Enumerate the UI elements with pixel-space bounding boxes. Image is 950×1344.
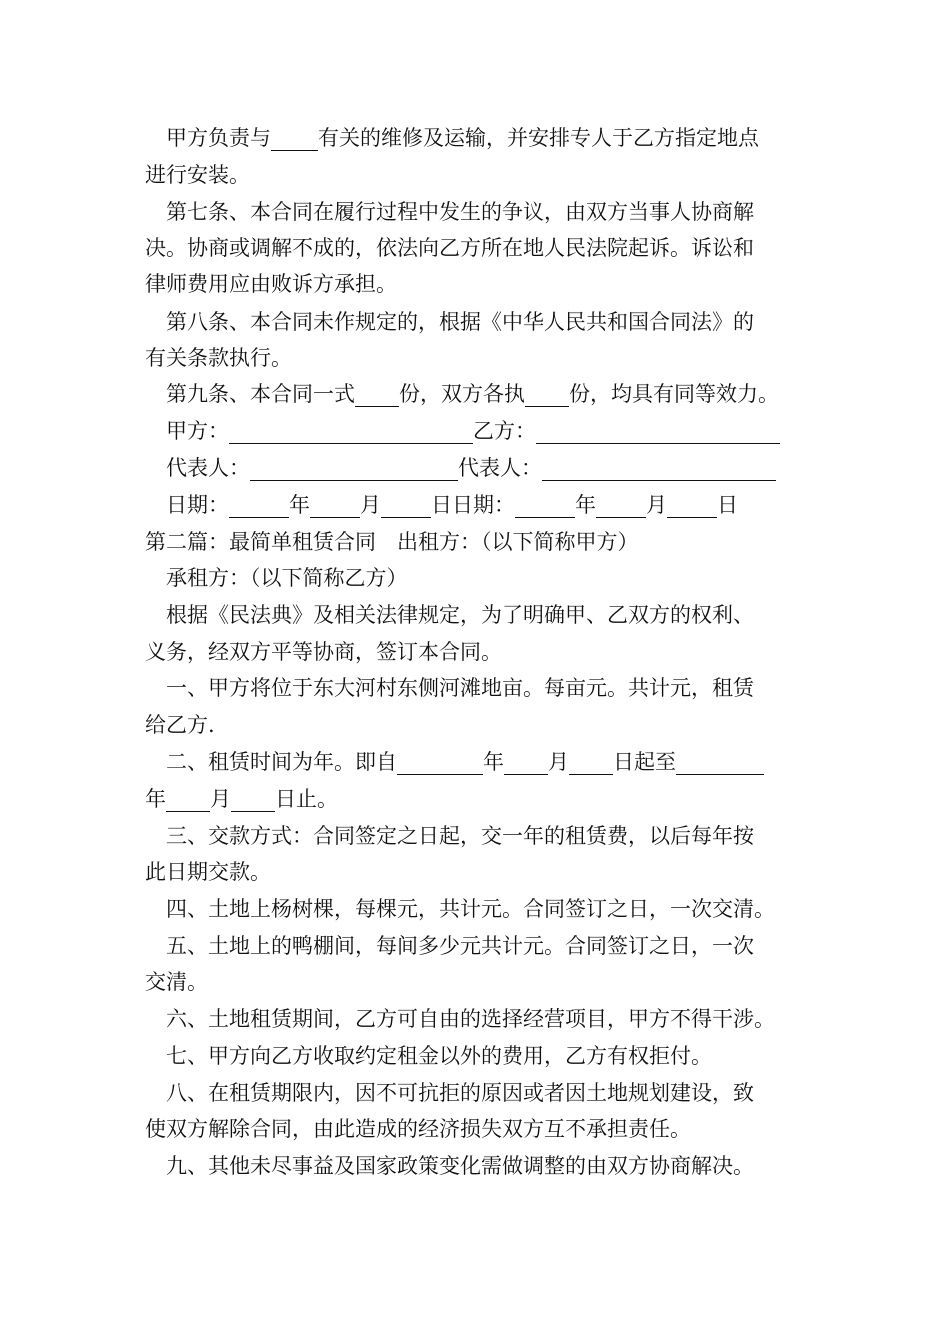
fill-in-blank bbox=[676, 748, 764, 775]
line-text: 月 bbox=[646, 493, 667, 517]
document-line bbox=[145, 230, 950, 266]
line-text: 使双方解除合同，由此造成的经济损失双方互不承担责任。 bbox=[145, 1117, 691, 1141]
line-text: 一、甲方将位于东大河村东侧河滩地亩。每亩元。共计元，租赁 bbox=[166, 676, 754, 700]
line-text: 日止。 bbox=[275, 787, 338, 811]
line-text: 日起至 bbox=[613, 750, 676, 774]
document-line bbox=[145, 524, 950, 560]
fill-in-blank bbox=[231, 785, 275, 812]
document-line bbox=[145, 266, 950, 302]
line-text: 进行安装。 bbox=[145, 163, 250, 187]
line-text: 第二篇：最简单租赁合同 出租方：（以下简称甲方） bbox=[145, 530, 639, 554]
fill-in-blank bbox=[542, 454, 776, 481]
line-text: 给乙方. bbox=[145, 713, 215, 737]
document-line bbox=[166, 194, 950, 230]
fill-in-blank bbox=[525, 380, 569, 407]
fill-in-blank bbox=[229, 491, 289, 518]
document-line bbox=[166, 891, 950, 927]
document-line bbox=[166, 818, 950, 854]
line-text: 有关的维修及运输，并安排专人于乙方指定地点 bbox=[318, 126, 759, 150]
document-line bbox=[166, 1038, 950, 1074]
document-line bbox=[166, 1075, 950, 1111]
document-line bbox=[166, 487, 950, 523]
line-text: 义务，经双方平等协商，签订本合同。 bbox=[145, 640, 502, 664]
line-text: 第九条、本合同一式 bbox=[166, 382, 355, 406]
fill-in-blank bbox=[355, 380, 399, 407]
line-text: 此日期交款。 bbox=[145, 860, 271, 884]
document-line bbox=[166, 744, 950, 780]
document-line bbox=[145, 854, 950, 890]
document-line bbox=[166, 928, 950, 964]
document-line bbox=[166, 1148, 950, 1184]
line-text: 二、租赁时间为年。即自 bbox=[166, 750, 397, 774]
document-line bbox=[166, 413, 950, 449]
line-text: 根据《民法典》及相关法律规定，为了明确甲、乙双方的权利、 bbox=[166, 603, 754, 627]
document-line bbox=[166, 376, 950, 412]
line-text: 日 bbox=[717, 493, 738, 517]
line-text: 年 bbox=[145, 787, 166, 811]
line-text: 代表人： bbox=[166, 456, 250, 480]
line-text: 年 bbox=[483, 750, 504, 774]
document-line bbox=[145, 340, 950, 376]
fill-in-blank bbox=[596, 491, 646, 518]
line-text: 五、土地上的鸭棚间，每间多少元共计元。合同签订之日，一次 bbox=[166, 934, 754, 958]
document-line bbox=[166, 670, 950, 706]
line-text: 交清。 bbox=[145, 970, 208, 994]
fill-in-blank bbox=[229, 417, 473, 444]
line-text: 月 bbox=[210, 787, 231, 811]
line-text: 日期： bbox=[166, 493, 229, 517]
fill-in-blank bbox=[271, 124, 318, 151]
line-text: 年 bbox=[289, 493, 310, 517]
document-line bbox=[145, 634, 950, 670]
line-text: 甲方： bbox=[166, 419, 229, 443]
line-text: 九、其他未尽事益及国家政策变化需做调整的由双方协商解决。 bbox=[166, 1154, 754, 1178]
fill-in-blank bbox=[381, 491, 431, 518]
fill-in-blank bbox=[397, 748, 483, 775]
fill-in-blank bbox=[250, 454, 458, 481]
document-line bbox=[166, 120, 950, 156]
document-line bbox=[166, 304, 950, 340]
document-line bbox=[145, 1111, 950, 1147]
document-line bbox=[145, 157, 950, 193]
fill-in-blank bbox=[667, 491, 717, 518]
fill-in-blank bbox=[310, 491, 360, 518]
line-text: 七、甲方向乙方收取约定租金以外的费用，乙方有权拒付。 bbox=[166, 1044, 712, 1068]
line-text: 乙方： bbox=[473, 419, 536, 443]
document-line bbox=[166, 560, 950, 596]
line-text: 决。协商或调解不成的，依法向乙方所在地人民法院起诉。诉讼和 bbox=[145, 236, 754, 260]
document-line bbox=[166, 1001, 950, 1037]
line-text: 承租方：（以下简称乙方） bbox=[166, 566, 408, 590]
line-text: 份，均具有同等效力。 bbox=[569, 382, 779, 406]
document-line bbox=[145, 781, 950, 817]
line-text: 第七条、本合同在履行过程中发生的争议，由双方当事人协商解 bbox=[166, 200, 754, 224]
line-text: 六、土地租赁期间，乙方可自由的选择经营项目，甲方不得干涉。 bbox=[166, 1007, 775, 1031]
fill-in-blank bbox=[504, 748, 548, 775]
line-text: 甲方负责与 bbox=[166, 126, 271, 150]
line-text: 律师费用应由败诉方承担。 bbox=[145, 272, 397, 296]
fill-in-blank bbox=[536, 417, 780, 444]
document-line bbox=[166, 597, 950, 633]
line-text: 有关条款执行。 bbox=[145, 346, 292, 370]
line-text: 第八条、本合同未作规定的，根据《中华人民共和国合同法》的 bbox=[166, 310, 754, 334]
line-text: 月 bbox=[360, 493, 381, 517]
fill-in-blank bbox=[515, 491, 575, 518]
line-text: 月 bbox=[548, 750, 569, 774]
document-line bbox=[166, 450, 950, 486]
line-text: 年 bbox=[575, 493, 596, 517]
line-text: 日日期： bbox=[431, 493, 515, 517]
document-line bbox=[145, 964, 950, 1000]
line-text: 代表人： bbox=[458, 456, 542, 480]
fill-in-blank bbox=[569, 748, 613, 775]
line-text: 四、土地上杨树棵，每棵元，共计元。合同签订之日，一次交清。 bbox=[166, 897, 775, 921]
fill-in-blank bbox=[166, 785, 210, 812]
line-text: 八、在租赁期限内，因不可抗拒的原因或者因土地规划建设，致 bbox=[166, 1081, 754, 1105]
line-text: 份，双方各执 bbox=[399, 382, 525, 406]
line-text: 三、交款方式：合同签定之日起，交一年的租赁费，以后每年按 bbox=[166, 824, 754, 848]
document-line bbox=[145, 707, 950, 743]
